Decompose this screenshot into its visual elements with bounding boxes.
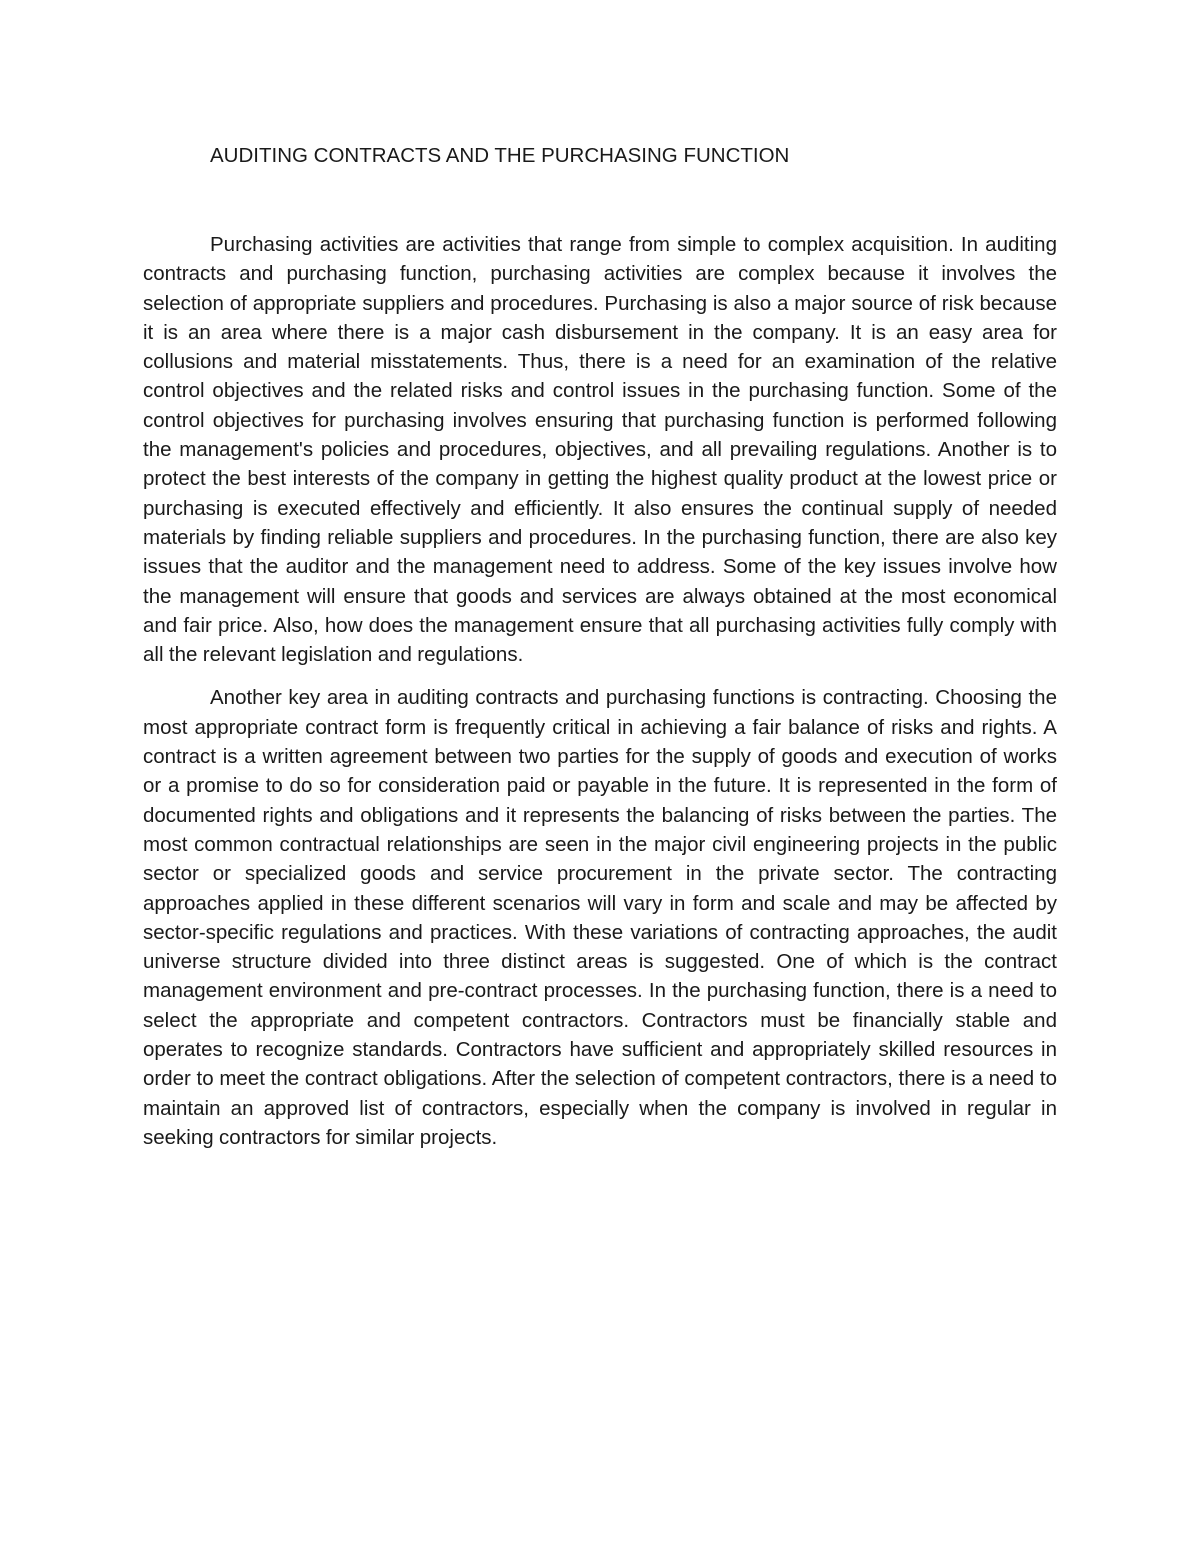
- paragraph-purchasing-activities: Purchasing activities are activities that range from simple to complex acquisition. In auditing contracts and purchasing function, purchasing activities are complex because it involves the selection of appropriate suppliers and procedures. Purchasing is also a major source of risk because it is an area where there is a major cash disbursement in the company. It is an easy area for collusions and material misstatements. Thus, there is a need for an examination of the relative control objectives and the related risks and control issues in the purchasing function. Some of the control objectives for purchasing involves ensuring that purchasing function is performed following the management's policies and procedures, objectives, and all prevailing regulations. Another is to protect the best interests of the company in getting the highest quality product at the lowest price or purchasing is executed effectively and efficiently. It also ensures the continual supply of needed materials by finding reliable suppliers and procedures. In the purchasing function, there are also key issues that the auditor and the management need to address. Some of the key issues involve how the management will ensure that goods and services are always obtained at the most economical and fair price. Also, how does the management ensure that all purchasing activities fully comply with all the relevant legislation and regulations.: [143, 233, 1057, 667]
- document-title: AUDITING CONTRACTS AND THE PURCHASING FUNCTION: [210, 144, 790, 167]
- paragraph-contracting: Another key area in auditing contracts and purchasing functions is contracting. Choosing the most appropriate contract form is frequently critical in achieving a fair balance of risks and rights. A contract is a written agreement between two parties for the supply of goods and execution of works or a promise to do so for consideration paid or payable in the future. It is represented in the form of documented rights and obligations and it represents the balancing of risks between the parties. The most common contractual relationships are seen in the major civil engineering projects in the public sector or specialized goods and service procurement in the private sector. The contracting approaches applied in these different scenarios will vary in form and scale and may be affected by sector-specific regulations and practices. With these variations of contracting approaches, the audit universe structure divided into three distinct areas is suggested. One of which is the contract management environment and pre-contract processes. In the purchasing function, there is a need to select the appropriate and competent contractors. Contractors must be financially stable and operates to recognize standards. Contractors have sufficient and appropriately skilled resources in order to meet the contract obligations. After the selection of competent contractors, there is a need to maintain an approved list of contractors, especially when the company is involved in regular in seeking contractors for similar projects.: [143, 686, 1057, 1149]
- document-body: [143, 230, 1057, 1152]
